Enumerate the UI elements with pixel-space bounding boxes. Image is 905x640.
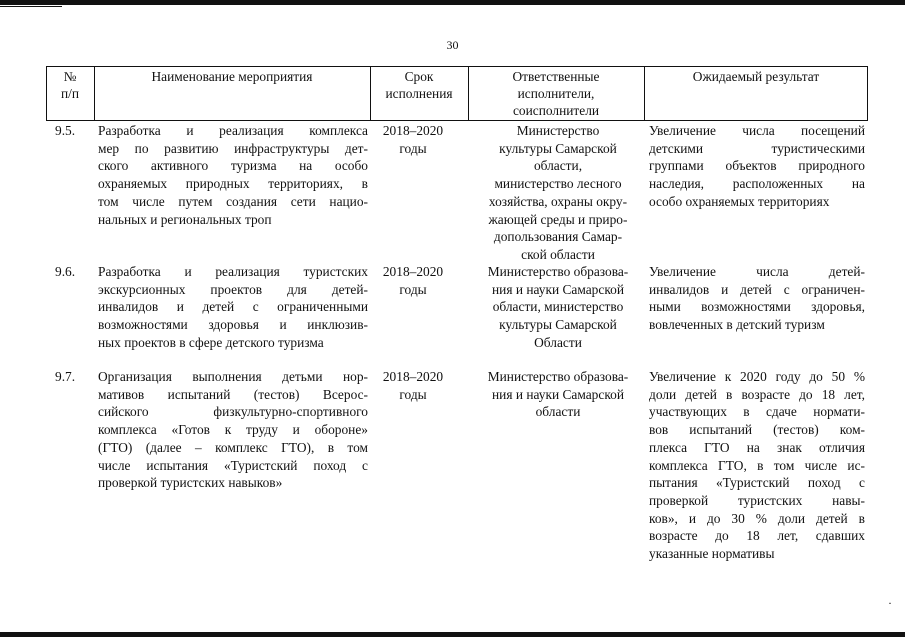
text-line: комплекса «Готов к труду и обороне» xyxy=(98,422,368,438)
event-responsible xyxy=(466,263,650,352)
text-line: особо охраняемых территориях xyxy=(649,193,830,209)
text-line: Ответственные xyxy=(512,69,600,84)
event-result xyxy=(649,263,865,334)
header-num xyxy=(46,66,94,120)
text-line: нальных и региональных троп xyxy=(98,211,272,227)
text-line: п/п xyxy=(60,86,80,101)
text-line: группами объектов природного xyxy=(649,158,865,174)
page-mark: · xyxy=(888,596,892,610)
text-line: области xyxy=(535,404,581,420)
text-line: детскими туристическими xyxy=(649,140,865,156)
text-line: охраняемых природных территориях, в xyxy=(98,176,368,192)
row-number: 9.7. xyxy=(55,369,76,384)
event-responsible xyxy=(466,122,650,264)
event-term xyxy=(374,122,452,157)
event-result xyxy=(649,122,865,211)
page-number: 30 xyxy=(446,38,459,52)
text-line: 2018–2020 xyxy=(382,264,444,279)
text-line: Увеличение числа посещений xyxy=(649,123,865,138)
text-line: доли детей в возрасте до 18 лет, xyxy=(649,386,865,402)
text-line: № xyxy=(63,69,77,84)
text-line: культуры Самарской xyxy=(499,317,617,333)
event-responsible xyxy=(466,368,650,421)
text-line: 2018–2020 xyxy=(382,123,444,138)
top-border xyxy=(0,0,905,5)
text-line: участвующих в сдаче нормати- xyxy=(649,404,865,420)
event-name xyxy=(98,122,368,228)
text-line: Области xyxy=(534,334,582,350)
event-result xyxy=(649,368,865,563)
text-line: области, министерство xyxy=(492,299,624,315)
text-line: мер по развитию инфраструктуры дет- xyxy=(98,140,368,156)
text-line: Увеличение числа детей- xyxy=(649,264,865,279)
text-line: вовлеченных в детский туризм xyxy=(649,317,825,333)
text-line: пытания «Туристский поход с xyxy=(649,475,865,491)
top-border-accent xyxy=(0,6,62,7)
text-line: Наименование мероприятия xyxy=(151,69,313,84)
text-line: (ГТО) (далее – комплекс ГТО), в том xyxy=(98,439,368,455)
event-term xyxy=(374,263,452,298)
event-name xyxy=(98,368,368,492)
header-responsible xyxy=(468,66,644,120)
header-result xyxy=(644,66,868,120)
text-line: мативов испытаний (тестов) Всерос- xyxy=(98,386,368,402)
text-line: инвалидов и детей с ограничен- xyxy=(649,281,865,297)
text-line: министерство лесного xyxy=(494,176,622,192)
text-line: Ожидаемый результат xyxy=(692,69,820,84)
text-line: Увеличение к 2020 году до 50 % xyxy=(649,369,865,384)
text-line: экскурсионных проектов для детей- xyxy=(98,281,368,297)
text-line: 2018–2020 xyxy=(382,369,444,384)
text-line: Организация выполнения детьми нор- xyxy=(98,369,368,384)
text-line: жающей среды и приро- xyxy=(488,211,628,227)
row-number: 9.5. xyxy=(55,123,76,138)
text-line: наследия, расположенных на xyxy=(649,176,865,192)
text-line: ными возможностями здоровья, xyxy=(649,299,865,315)
event-term xyxy=(374,368,452,403)
text-line: ской области xyxy=(521,246,595,262)
text-line: годы xyxy=(399,140,427,156)
text-line: культуры Самарской xyxy=(499,140,617,156)
table-header xyxy=(46,66,868,120)
text-line: Разработка и реализация туристских xyxy=(98,264,368,279)
text-line: соисполнители xyxy=(512,103,600,118)
text-line: числе испытания «Туристский поход с xyxy=(98,457,368,473)
text-line: области, xyxy=(533,158,583,174)
text-line: годы xyxy=(399,281,427,297)
text-line: указанные нормативы xyxy=(649,546,775,562)
header-name xyxy=(94,66,370,120)
text-line: допользования Самар- xyxy=(493,229,623,245)
text-line: Министерство образова- xyxy=(487,264,629,279)
text-line: возрасте до 18 лет, сдавших xyxy=(649,528,865,544)
text-line: ков», и до 30 % доли детей в xyxy=(649,510,865,526)
text-line: том числе путем создания сети нацио- xyxy=(98,193,368,209)
text-line: ных проектов в сфере детского туризма xyxy=(98,334,324,350)
text-line: сийского физкультурно-спортивного xyxy=(98,404,368,420)
text-line: ния и науки Самарской xyxy=(491,281,625,297)
text-line: хозяйства, охраны окру- xyxy=(488,193,628,209)
table-top-rule xyxy=(46,66,868,67)
header-term xyxy=(370,66,468,120)
text-line: Министерство xyxy=(516,123,600,138)
text-line: Разработка и реализация комплекса xyxy=(98,123,368,138)
events-table xyxy=(46,66,868,562)
text-line: исполнения xyxy=(385,86,453,101)
row-number: 9.6. xyxy=(55,264,76,279)
text-line: плекса ГТО на знак отличия xyxy=(649,439,865,455)
text-line: Срок xyxy=(404,69,434,84)
text-line: комплекса ГТО, в том числе ис- xyxy=(649,457,865,473)
bottom-border xyxy=(0,632,905,637)
text-line: проверкой туристских навы- xyxy=(649,492,865,508)
text-line: ния и науки Самарской xyxy=(491,386,625,402)
text-line: исполнители, xyxy=(517,86,595,101)
text-line: вов испытаний (тестов) ком- xyxy=(649,422,865,438)
text-line: ского активного туризма на особо xyxy=(98,158,368,174)
text-line: возможностями здоровья и инклюзив- xyxy=(98,317,368,333)
text-line: проверкой туристских навыков» xyxy=(98,475,283,491)
text-line: Министерство образова- xyxy=(487,369,629,384)
text-line: инвалидов и детей с ограниченными xyxy=(98,299,368,315)
table-header-rule xyxy=(46,120,868,121)
event-name xyxy=(98,263,368,352)
text-line: годы xyxy=(399,386,427,402)
